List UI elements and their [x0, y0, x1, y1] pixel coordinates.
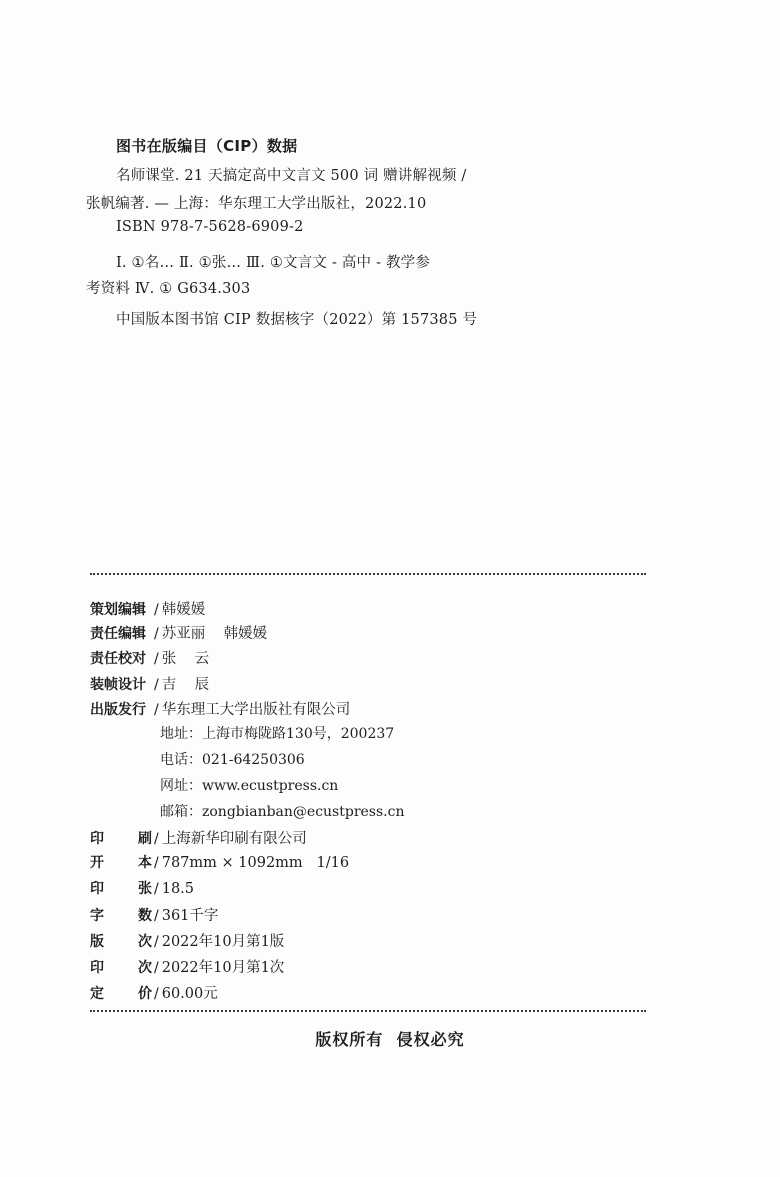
- credit-label: 出版发行: [90, 702, 146, 718]
- credit-label: 策划编辑: [90, 602, 146, 618]
- spec-label: 印张: [90, 881, 152, 897]
- credit-row: [90, 673, 209, 694]
- credit-row: [90, 647, 209, 668]
- credit-label: 装帧设计: [90, 677, 146, 693]
- publisher-website: 网址：www.ecustpress.cn: [160, 778, 339, 794]
- cip-approval-number: 中国版本图书馆 CIP 数据核字（2022）第 157385 号: [116, 312, 478, 328]
- spec-label: 版次: [90, 934, 152, 950]
- spec-row: [90, 878, 194, 898]
- spec-label: 开本: [90, 855, 152, 871]
- spec-value: 18.5: [161, 881, 195, 897]
- spec-label: 印刷: [90, 831, 152, 847]
- bottom-dotted-divider: [90, 1010, 646, 1012]
- spec-value: 60.00元: [161, 986, 218, 1002]
- spec-row: [90, 852, 349, 872]
- credit-label: 责任校对: [90, 651, 146, 667]
- spec-label: 印次: [90, 960, 152, 976]
- cip-book-title-line: 名师课堂. 21 天搞定高中文言文 500 词 赠讲解视频 /: [116, 168, 467, 184]
- top-dotted-divider: [90, 573, 646, 575]
- separator: /: [154, 677, 159, 693]
- spec-row: [90, 827, 307, 848]
- separator: /: [154, 831, 159, 847]
- spec-row: [90, 956, 284, 977]
- credit-label: 责任编辑: [90, 626, 146, 642]
- cip-title: 图书在版编目（CIP）数据: [116, 137, 298, 155]
- separator: /: [154, 855, 159, 871]
- publisher-phone: 电话：021-64250306: [160, 752, 305, 768]
- spec-label: 字数: [90, 908, 152, 924]
- spec-value: 787mm × 1092mm 1/16: [161, 855, 350, 871]
- spec-row: [90, 982, 218, 1003]
- separator: /: [154, 651, 159, 667]
- spec-value: 2022年10月第1次: [161, 960, 285, 976]
- separator: /: [154, 881, 159, 897]
- spec-row: [90, 904, 218, 925]
- credit-value: 吉 辰: [161, 677, 210, 693]
- publisher-address: 地址：上海市梅陇路130号，200237: [160, 726, 395, 742]
- credit-value: 苏亚丽 韩媛媛: [161, 626, 268, 642]
- spec-row: [90, 930, 284, 951]
- copyright-notice: 版权所有 侵权必究: [315, 1030, 465, 1049]
- spec-value: 2022年10月第1版: [161, 934, 285, 950]
- separator: /: [154, 986, 159, 1002]
- spec-label: 定价: [90, 986, 152, 1002]
- credit-row: [90, 598, 205, 619]
- separator: /: [154, 960, 159, 976]
- spec-value: 上海新华印刷有限公司: [161, 831, 307, 847]
- credit-row: [90, 622, 267, 643]
- separator: /: [154, 934, 159, 950]
- cip-classification-line-cont: 考资料 Ⅳ. ① G634.303: [86, 281, 251, 297]
- cip-isbn-line: ISBN 978-7-5628-6909-2: [116, 219, 304, 235]
- spec-value: 361千字: [161, 908, 219, 924]
- separator: /: [154, 908, 159, 924]
- credit-row: [90, 698, 350, 719]
- credit-value: 华东理工大学出版社有限公司: [161, 702, 351, 718]
- publisher-email: 邮箱：zongbianban@ecustpress.cn: [160, 804, 405, 820]
- cip-author-publisher-line: 张帆编著. — 上海：华东理工大学出版社，2022.10: [86, 196, 427, 212]
- credit-value: 张 云: [161, 651, 210, 667]
- separator: /: [154, 702, 159, 718]
- separator: /: [154, 626, 159, 642]
- credit-value: 韩媛媛: [161, 602, 206, 618]
- separator: /: [154, 602, 159, 618]
- cip-classification-line: Ⅰ. ①名… Ⅱ. ①张… Ⅲ. ①文言文 - 高中 - 教学参: [116, 255, 431, 271]
